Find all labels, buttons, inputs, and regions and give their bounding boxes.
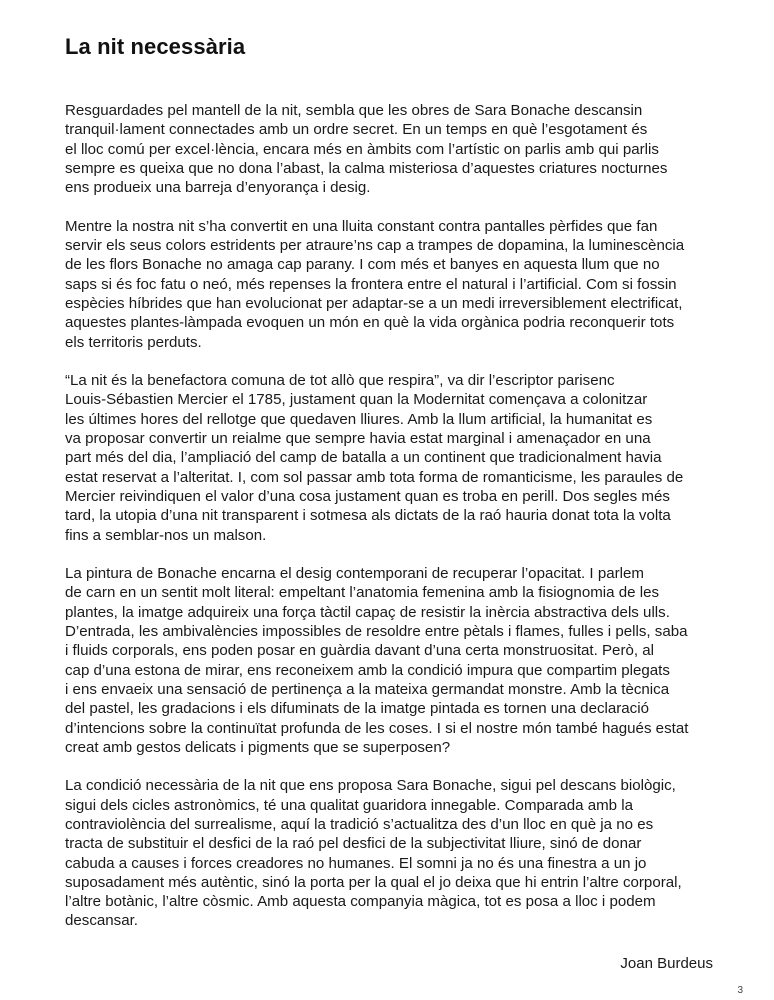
text-line: els territoris perduts. (65, 333, 202, 351)
text-line: “La nit és la benefactora comuna de tot allò que respira”, va dir l’escriptor parisenc (65, 372, 615, 390)
text-line: servir els seus colors estridents per atraure’ns cap a trampes de dopamina, la luminescència (65, 237, 685, 255)
page-number: 3 (737, 985, 743, 996)
paragraph (65, 564, 720, 757)
text-line: del pastel, les gradacions i els difuminats de la imatge pintada es tornen una declaració (65, 700, 649, 718)
text-line: La pintura de Bonache encarna el desig contemporani de recuperar l’opacitat. I parlem (65, 565, 644, 583)
text-line: de carn en un sentit molt literal: empeltant l’anatomia femenina amb la fisiognomia de les (65, 584, 660, 602)
text-line: espècies híbrides que han evolucionat per adaptar-se a un medi irreversiblement electrificat, (65, 294, 683, 312)
text-line: part més del dia, l’ampliació del camp de batalla a un continent que tradicionalment havia (65, 449, 662, 467)
text-line: Louis-Sébastien Mercier el 1785, justament quan la Modernitat començava a colonitzar (65, 391, 648, 409)
text-line: Mentre la nostra nit s’ha convertit en una lluita constant contra pantalles pèrfides que fan (65, 217, 658, 235)
text-line: sigui dels cicles astronòmics, té una qualitat guaridora innegable. Comparada amb la (65, 796, 634, 814)
text-line: va proposar convertir un reialme que sempre havia estat marginal i amenaçador en una (65, 430, 651, 448)
text-line: les últimes hores del rellotge que quedaven lliures. Amb la llum artificial, la humanitat es (65, 410, 653, 428)
paragraph (65, 776, 720, 930)
text-line: aquestes plantes-làmpada evoquen un món en què la vida orgànica podria reconquerir tots (65, 314, 675, 332)
text-line: tracta de substituir el desfici de la raó pel desfici de la subjectivitat lliure, sinó de donar (65, 835, 642, 853)
text-line: descansar. (65, 912, 138, 930)
text-line: tard, la utopia d’una nit transparent i sotmesa als dictats de la raó hauria donat tota la volta (65, 507, 671, 525)
text-line: de les flors Bonache no amaga cap parany. I com més et banyes en aquesta llum que no (65, 256, 660, 274)
page-title: La nit necessària (65, 34, 246, 59)
text-line: suposadament més autèntic, sinó la porta per la qual el jo deixa que hi entrin l’altre corporal, (65, 873, 682, 891)
text-line: d’intencions sobre la continuïtat profunda de les coses. I si el nostre món també hagués estat (65, 719, 689, 737)
text-line: i ens envaeix una sensació de pertinença a la mateixa germandat monstre. Amb la tècnica (65, 680, 670, 698)
essay-body (65, 101, 720, 931)
text-line: Mercier reivindiquen el valor d’una cosa justament quan es troba en perill. Dos segles més (65, 487, 670, 505)
text-line: cabuda a causes i forces creadores no humanes. El somni ja no és una finestra a un jo (65, 854, 647, 872)
paragraph (65, 371, 720, 545)
paragraph (65, 217, 720, 352)
text-line: creat amb gestos delicats i pigments que se superposen? (65, 738, 451, 756)
text-line: ens produeix una barreja d’enyorança i desig. (65, 179, 371, 197)
text-line: l’altre botànic, l’altre còsmic. Amb aquesta companyia màgica, tot es posa a lloc i podem (65, 893, 656, 911)
text-line: sempre es queixa que no dona l’abast, la calma misteriosa d’aquestes criatures nocturnes (65, 159, 668, 177)
text-line: estat reservat a l’alteritat. I, com sol passar amb tota forma de romanticisme, les paraules de (65, 468, 684, 486)
text-line: La condició necessària de la nit que ens proposa Sara Bonache, sigui pel descans biològic, (65, 777, 676, 795)
text-line: saps si és foc fatu o neó, més repenses la frontera entre el natural i l’artificial. Com si fossin (65, 275, 677, 293)
text-line: el lloc comú per excel·lència, encara més en àmbits com l’artístic on parlis amb qui parlis (65, 140, 659, 158)
text-line: Resguardades pel mantell de la nit, sembla que les obres de Sara Bonache descansin (65, 102, 643, 119)
text-line: cap d’una estona de mirar, ens reconeixem amb la condició impura que compartim plegats (65, 661, 670, 679)
text-line: tranquil·lament connectades amb un ordre secret. En un temps en què l’esgotament és (65, 121, 648, 139)
author-signature: Joan Burdeus (620, 955, 713, 972)
text-line: contraviolència del surrealisme, aquí la tradició s’actualitza des d’un lloc en què ja no es (65, 815, 654, 833)
paragraph (65, 101, 720, 197)
text-line: D’entrada, les ambivalències impossibles de resoldre entre pètals i flames, fulles i pells, saba (65, 623, 688, 641)
text-line: plantes, la imatge adquireix una força tàctil capaç de resistir la inèrcia abstractiva dels ulls. (65, 603, 670, 621)
text-line: fins a semblar-nos un malson. (65, 526, 267, 544)
text-line: i fluids corporals, ens poden posar en guàrdia davant d’una certa monstruositat. Però, al (65, 642, 655, 660)
